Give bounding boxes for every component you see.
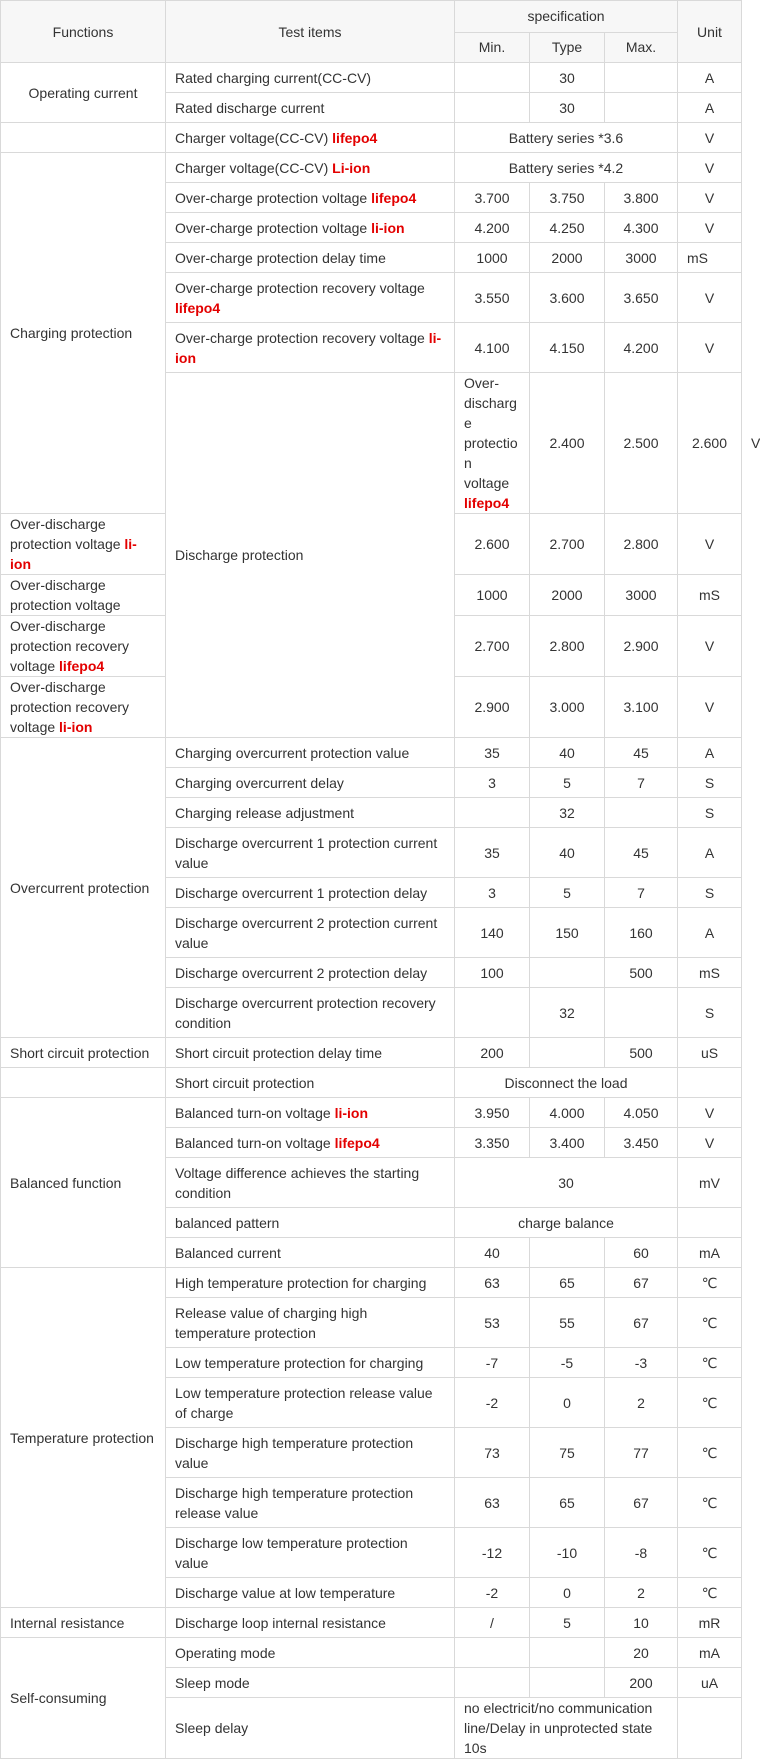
test-item-text: Short circuit protection — [175, 1074, 315, 1091]
max-cell: 2 — [605, 1378, 678, 1428]
type-cell: 3.600 — [530, 273, 605, 323]
test-item-cell — [166, 1378, 455, 1428]
test-item-cell — [166, 1038, 455, 1068]
test-item-text: balanced pattern — [175, 1214, 280, 1231]
test-item-cell — [166, 878, 455, 908]
min-cell: 63 — [455, 1268, 530, 1298]
test-item-cell — [166, 1608, 455, 1638]
test-item-text: Sleep delay — [175, 1720, 249, 1736]
type-cell: 4.000 — [530, 1098, 605, 1128]
unit-cell: ℃ — [678, 1348, 742, 1378]
test-item-cell — [166, 908, 455, 958]
test-item-cell — [166, 1068, 455, 1098]
unit-cell: V — [678, 677, 742, 738]
unit-cell: S — [678, 878, 742, 908]
min-cell — [455, 93, 530, 123]
max-cell: 60 — [605, 1238, 678, 1268]
test-item-cell — [166, 1098, 455, 1128]
min-cell: 4.200 — [455, 213, 530, 243]
chemistry-tag: lifepo4 — [371, 189, 417, 206]
test-item-cell — [166, 798, 455, 828]
min-cell: 2.900 — [455, 677, 530, 738]
spec-value-cell: charge balance — [455, 1208, 678, 1238]
test-item-text: Sleep mode — [175, 1674, 250, 1691]
function-cell: Overcurrent protection — [1, 738, 166, 1038]
table-row — [1, 1068, 742, 1098]
unit-cell: mR — [678, 1608, 742, 1638]
type-cell: 3.000 — [530, 677, 605, 738]
test-item-text: Discharge loop internal resistance — [175, 1614, 386, 1631]
test-item-text: Rated charging current(CC-CV) — [175, 69, 372, 86]
min-cell: 35 — [455, 738, 530, 768]
max-cell: 3.450 — [605, 1128, 678, 1158]
type-cell: 2000 — [530, 575, 605, 616]
test-item-text: Charging overcurrent protection value — [175, 744, 410, 761]
min-cell: 3 — [455, 768, 530, 798]
min-cell: 3.350 — [455, 1128, 530, 1158]
test-item-text: Over-discharge protection voltage — [10, 516, 125, 552]
type-cell: 30 — [530, 63, 605, 93]
max-cell: 3000 — [605, 243, 678, 273]
type-cell: 3.400 — [530, 1128, 605, 1158]
test-item-text: Release value of charging high temperature protection — [175, 1304, 368, 1341]
test-item-text: Over-discharge protection recovery voltage — [10, 679, 130, 735]
min-cell: 40 — [455, 1238, 530, 1268]
test-item-cell — [1, 575, 166, 616]
chemistry-tag: li-ion — [175, 329, 442, 366]
unit-cell: S — [678, 988, 742, 1038]
max-cell: 200 — [605, 1668, 678, 1698]
max-cell: 2 — [605, 1578, 678, 1608]
min-cell: -12 — [455, 1528, 530, 1578]
test-item-cell — [166, 213, 455, 243]
max-cell — [605, 93, 678, 123]
table-row — [1, 1638, 742, 1668]
type-cell: 2.500 — [605, 373, 678, 514]
type-cell: 5 — [530, 1608, 605, 1638]
test-item-cell — [166, 1208, 455, 1238]
table-body — [1, 63, 760, 1759]
min-cell: 140 — [455, 908, 530, 958]
max-cell: 45 — [605, 738, 678, 768]
test-item-text: Rated discharge current — [175, 99, 325, 116]
max-cell: 67 — [605, 1298, 678, 1348]
test-item-text: Discharge high temperature protection value — [175, 1434, 414, 1471]
spec-value-cell: Disconnect the load — [455, 1068, 678, 1098]
table-row — [1, 153, 742, 183]
type-cell: 2000 — [530, 243, 605, 273]
min-cell: 2.600 — [455, 514, 530, 575]
min-cell: 100 — [455, 958, 530, 988]
test-item-cell — [166, 183, 455, 213]
test-item-text: Charging release adjustment — [175, 804, 354, 821]
test-item-cell — [166, 958, 455, 988]
spec-value-cell: no electricit/no communication line/Delay in unprotected state 10s — [455, 1698, 678, 1759]
type-cell: 30 — [530, 93, 605, 123]
unit-cell: V — [678, 123, 742, 153]
min-cell: -2 — [455, 1378, 530, 1428]
test-item-text: Over-charge protection recovery voltage — [175, 279, 425, 296]
table-row — [1, 63, 742, 93]
type-cell: 5 — [530, 768, 605, 798]
min-cell — [455, 1638, 530, 1668]
test-item-cell — [166, 1698, 455, 1759]
min-cell: 1000 — [455, 575, 530, 616]
type-cell — [530, 1638, 605, 1668]
test-item-cell — [166, 1238, 455, 1268]
min-cell: 2.700 — [455, 616, 530, 677]
test-item-cell — [166, 153, 455, 183]
max-cell: 4.050 — [605, 1098, 678, 1128]
test-item-cell — [166, 768, 455, 798]
test-item-text: Discharge low temperature protection value — [175, 1534, 408, 1571]
test-item-text: Discharge overcurrent 2 protection current value — [175, 914, 438, 951]
unit-cell: V — [678, 213, 742, 243]
unit-cell: S — [678, 798, 742, 828]
unit-cell: V — [678, 1128, 742, 1158]
max-cell: 4.200 — [605, 323, 678, 373]
header-min: Min. — [455, 32, 530, 63]
test-item-cell — [166, 1578, 455, 1608]
function-cell — [1, 1068, 166, 1098]
test-item-text: Charging overcurrent delay — [175, 774, 344, 791]
test-item-cell — [166, 1348, 455, 1378]
min-cell — [455, 798, 530, 828]
chemistry-tag: li-ion — [59, 719, 93, 735]
unit-cell: V — [678, 323, 742, 373]
test-item-cell — [166, 1668, 455, 1698]
min-cell — [455, 988, 530, 1038]
min-cell: 200 — [455, 1038, 530, 1068]
unit-cell — [678, 1208, 742, 1238]
test-item-cell — [166, 1478, 455, 1528]
chemistry-tag: Li-ion — [332, 159, 371, 176]
test-item-text: Over-discharge protection recovery voltage — [10, 618, 130, 674]
max-cell: 67 — [605, 1268, 678, 1298]
type-cell: 40 — [530, 828, 605, 878]
max-cell: 10 — [605, 1608, 678, 1638]
table-row — [1, 1268, 742, 1298]
unit-cell: A — [678, 828, 742, 878]
max-cell: -3 — [605, 1348, 678, 1378]
unit-cell: S — [678, 768, 742, 798]
unit-cell: ℃ — [678, 1298, 742, 1348]
test-item-text: Discharge value at low temperature — [175, 1584, 396, 1601]
unit-cell: A — [678, 908, 742, 958]
test-item-cell — [1, 677, 166, 738]
chemistry-tag: li-ion — [334, 1104, 368, 1121]
test-item-cell — [166, 1528, 455, 1578]
test-item-text: Balanced turn-on voltage — [175, 1134, 335, 1151]
header-type: Type — [530, 32, 605, 63]
type-cell — [530, 1038, 605, 1068]
test-item-cell — [166, 1428, 455, 1478]
unit-cell: mA — [678, 1638, 742, 1668]
table-row: Discharge protection Over-discharge protection voltage lifepo4 2.400 2.500 2.600 V — [1, 373, 742, 514]
test-item-text: Operating mode — [175, 1644, 276, 1661]
table-row — [1, 1038, 742, 1068]
max-cell: 3.100 — [605, 677, 678, 738]
min-cell: -2 — [455, 1578, 530, 1608]
unit-cell: uA — [678, 1668, 742, 1698]
test-item-cell — [166, 1128, 455, 1158]
test-item-text: Low temperature protection for charging — [175, 1354, 424, 1371]
test-item-text: Over-discharge protection voltage — [464, 375, 518, 491]
test-item-text: Over-discharge protection voltage — [10, 577, 121, 613]
min-cell: 3.950 — [455, 1098, 530, 1128]
header-specification: specification — [455, 1, 678, 33]
chemistry-tag: lifepo4 — [464, 495, 510, 511]
spec-value-cell: Battery series *4.2 — [455, 153, 678, 183]
function-cell: Discharge protection — [166, 373, 455, 738]
unit-cell: ℃ — [678, 1268, 742, 1298]
header-functions: Functions — [1, 1, 166, 63]
test-item-text: Discharge overcurrent 2 protection delay — [175, 964, 428, 981]
chemistry-tag: li-ion — [371, 219, 405, 236]
min-cell: 1000 — [455, 243, 530, 273]
test-item-cell — [166, 738, 455, 768]
type-cell: 0 — [530, 1578, 605, 1608]
unit-cell: A — [678, 93, 742, 123]
test-item-cell — [166, 323, 455, 373]
max-cell: 20 — [605, 1638, 678, 1668]
table-row — [1, 1608, 742, 1638]
test-item-text: Charger voltage(CC-CV) — [175, 159, 333, 176]
function-cell: Operating current — [1, 63, 166, 123]
function-cell: Internal resistance — [1, 1608, 166, 1638]
test-item-text: Voltage difference achieves the starting condition — [175, 1164, 420, 1201]
function-cell: Charging protection — [1, 153, 166, 514]
table-row — [1, 123, 742, 153]
min-cell: 63 — [455, 1478, 530, 1528]
test-item-text: Short circuit protection delay time — [175, 1044, 382, 1061]
test-item-text: Discharge high temperature protection release value — [175, 1484, 414, 1521]
test-item-text: Balanced turn-on voltage — [175, 1104, 335, 1121]
function-cell: Temperature protection — [1, 1268, 166, 1608]
min-cell: 35 — [455, 828, 530, 878]
type-cell: 2.800 — [530, 616, 605, 677]
type-cell: 65 — [530, 1268, 605, 1298]
table-row — [1, 1098, 742, 1128]
type-cell — [530, 1238, 605, 1268]
test-item-cell — [166, 63, 455, 93]
max-cell: 160 — [605, 908, 678, 958]
test-item-cell — [166, 988, 455, 1038]
type-cell: 55 — [530, 1298, 605, 1348]
min-cell: / — [455, 1608, 530, 1638]
test-item-text: Balanced current — [175, 1244, 281, 1261]
unit-cell: mS — [678, 243, 742, 273]
type-cell: 32 — [530, 798, 605, 828]
unit-cell: V — [678, 514, 742, 575]
type-cell: 32 — [530, 988, 605, 1038]
unit-cell — [678, 1068, 742, 1098]
min-cell — [455, 63, 530, 93]
min-cell: 3.550 — [455, 273, 530, 323]
test-item-cell — [166, 243, 455, 273]
test-item-cell — [166, 123, 455, 153]
test-item-text: Charger voltage(CC-CV) — [175, 129, 333, 146]
unit-cell: mV — [678, 1158, 742, 1208]
header-max: Max. — [605, 32, 678, 63]
test-item-cell — [166, 273, 455, 323]
type-cell: -5 — [530, 1348, 605, 1378]
type-cell: 5 — [530, 878, 605, 908]
max-cell: 2.800 — [605, 514, 678, 575]
type-cell: 0 — [530, 1378, 605, 1428]
min-cell: 3.700 — [455, 183, 530, 213]
max-cell: 4.300 — [605, 213, 678, 243]
max-cell: 77 — [605, 1428, 678, 1478]
chemistry-tag: lifepo4 — [332, 129, 378, 146]
test-item-cell — [455, 373, 530, 514]
max-cell: 2.600 — [678, 373, 742, 514]
unit-cell: mS — [678, 575, 742, 616]
unit-cell: V — [678, 616, 742, 677]
unit-cell: ℃ — [678, 1478, 742, 1528]
chemistry-tag: lifepo4 — [175, 299, 221, 316]
chemistry-tag: li-ion — [10, 536, 137, 572]
test-item-text: Discharge overcurrent 1 protection current value — [175, 834, 438, 871]
unit-cell: V — [678, 273, 742, 323]
test-item-text: Over-charge protection delay time — [175, 249, 386, 266]
max-cell — [605, 63, 678, 93]
type-cell: 40 — [530, 738, 605, 768]
test-item-text: Discharge overcurrent protection recovery condition — [175, 994, 436, 1031]
function-cell: Short circuit protection — [1, 1038, 166, 1068]
max-cell: 3.650 — [605, 273, 678, 323]
test-item-cell — [166, 93, 455, 123]
test-item-text: Over-charge protection voltage — [175, 219, 372, 236]
max-cell: 7 — [605, 768, 678, 798]
type-cell: 4.150 — [530, 323, 605, 373]
max-cell: 7 — [605, 878, 678, 908]
test-item-text: Discharge overcurrent 1 protection delay — [175, 884, 428, 901]
type-cell: 3.750 — [530, 183, 605, 213]
test-item-cell — [166, 828, 455, 878]
unit-cell: A — [678, 738, 742, 768]
unit-cell: V — [678, 1098, 742, 1128]
header-unit: Unit — [678, 1, 742, 63]
unit-cell: ℃ — [678, 1428, 742, 1478]
unit-cell: uS — [678, 1038, 742, 1068]
min-cell: 2.400 — [530, 373, 605, 514]
min-cell: -7 — [455, 1348, 530, 1378]
type-cell: 150 — [530, 908, 605, 958]
min-cell: 3 — [455, 878, 530, 908]
header-test-items: Test items — [166, 1, 455, 63]
type-cell: 75 — [530, 1428, 605, 1478]
chemistry-tag: lifepo4 — [59, 658, 105, 674]
unit-cell: ℃ — [678, 1378, 742, 1428]
max-cell: -8 — [605, 1528, 678, 1578]
table-row — [1, 738, 742, 768]
min-cell: 53 — [455, 1298, 530, 1348]
test-item-text: Over-charge protection recovery voltage — [175, 329, 429, 346]
max-cell: 3000 — [605, 575, 678, 616]
max-cell: 67 — [605, 1478, 678, 1528]
function-cell: Self-consuming — [1, 1638, 166, 1759]
type-cell: 65 — [530, 1478, 605, 1528]
min-cell: 4.100 — [455, 323, 530, 373]
test-item-cell — [166, 1638, 455, 1668]
max-cell: 500 — [605, 958, 678, 988]
unit-cell — [678, 1698, 742, 1759]
min-cell: 73 — [455, 1428, 530, 1478]
type-cell — [530, 1668, 605, 1698]
test-item-text: High temperature protection for charging — [175, 1274, 427, 1291]
test-item-cell — [166, 1268, 455, 1298]
max-cell: 3.800 — [605, 183, 678, 213]
test-item-cell — [166, 1158, 455, 1208]
max-cell: 45 — [605, 828, 678, 878]
function-cell — [1, 123, 166, 153]
spec-value-cell: 30 — [455, 1158, 678, 1208]
max-cell — [605, 798, 678, 828]
test-item-cell — [166, 1298, 455, 1348]
function-cell: Balanced function — [1, 1098, 166, 1268]
type-cell: 4.250 — [530, 213, 605, 243]
unit-cell: V — [678, 153, 742, 183]
test-item-cell — [1, 514, 166, 575]
test-item-text: Low temperature protection release value of charge — [175, 1384, 433, 1421]
max-cell: 500 — [605, 1038, 678, 1068]
chemistry-tag: lifepo4 — [334, 1134, 380, 1151]
type-cell: 2.700 — [530, 514, 605, 575]
unit-cell: mA — [678, 1238, 742, 1268]
type-cell: -10 — [530, 1528, 605, 1578]
test-item-text: Over-charge protection voltage — [175, 189, 372, 206]
unit-cell: mS — [678, 958, 742, 988]
unit-cell: V — [678, 183, 742, 213]
type-cell — [530, 958, 605, 988]
unit-cell: ℃ — [678, 1578, 742, 1608]
max-cell: 2.900 — [605, 616, 678, 677]
test-item-cell — [1, 616, 166, 677]
min-cell — [455, 1668, 530, 1698]
spec-value-cell: Battery series *3.6 — [455, 123, 678, 153]
max-cell — [605, 988, 678, 1038]
unit-cell: ℃ — [678, 1528, 742, 1578]
unit-cell: A — [678, 63, 742, 93]
